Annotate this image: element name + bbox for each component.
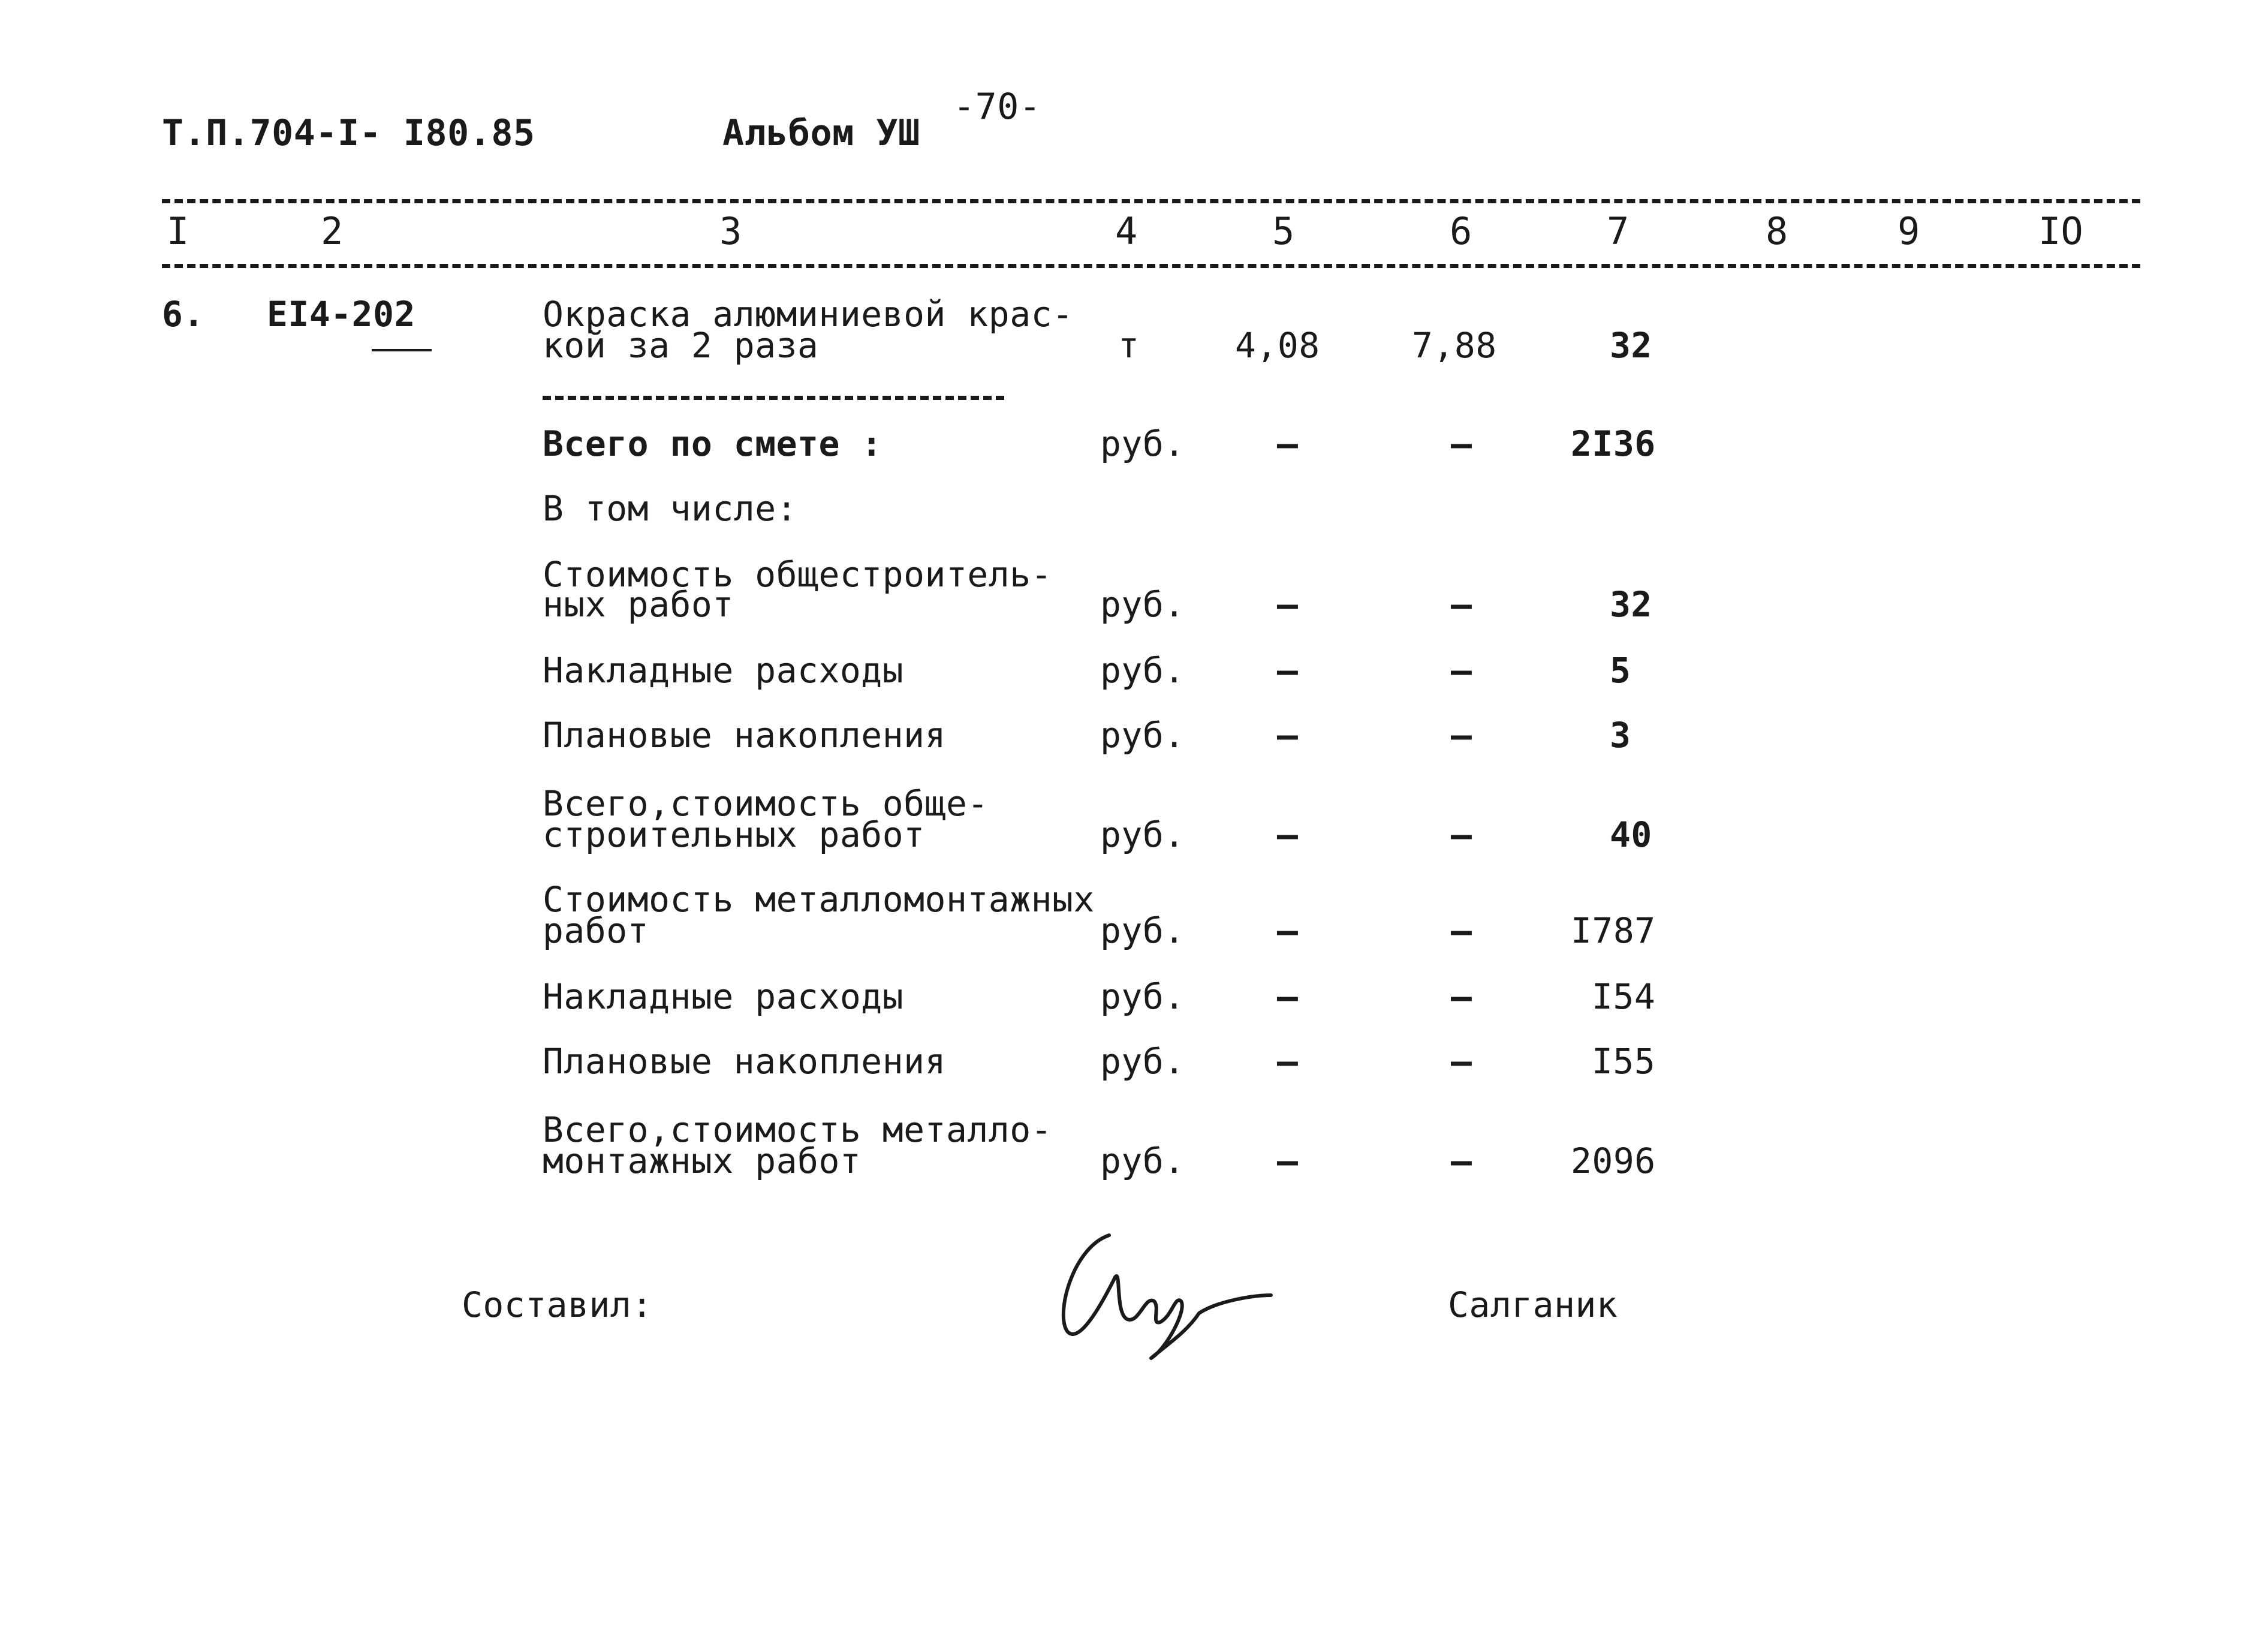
col-header-4: 4: [1115, 209, 1138, 253]
row-col6: –: [1451, 715, 1472, 756]
col-header-2: 2: [321, 209, 344, 253]
row-col7: I787: [1571, 910, 1656, 951]
col-header-10: IO: [2038, 209, 2083, 253]
col-header-7: 7: [1607, 209, 1630, 253]
row-col5: –: [1277, 423, 1299, 464]
row-label: Плановые накопления: [543, 1041, 946, 1082]
item-col7: 32: [1610, 325, 1652, 366]
row-unit: руб.: [1100, 423, 1185, 464]
item-code: EI4-202: [267, 294, 415, 335]
row-col6: –: [1451, 814, 1472, 855]
row-col7: 2096: [1571, 1141, 1656, 1181]
header-bottom-rule: [162, 264, 2140, 268]
item-desc-line1: Окраска алюминиевой крас-: [543, 294, 1074, 335]
item-separator: [543, 396, 1004, 400]
signature: [1037, 1211, 1277, 1367]
row-label: В том числе:: [543, 488, 798, 529]
row-col7: 2I36: [1571, 423, 1656, 464]
col-header-8: 8: [1766, 209, 1788, 253]
row-col5: –: [1277, 715, 1299, 756]
row-label-line2: работ: [543, 910, 649, 951]
row-col7: 5: [1610, 650, 1631, 691]
row-col6: –: [1451, 584, 1472, 625]
row-label-line2: ных работ: [543, 584, 734, 625]
row-col7: I54: [1592, 976, 1656, 1017]
row-col6: –: [1451, 976, 1472, 1017]
row-label-line2: строительных работ: [543, 814, 925, 855]
row-col6: –: [1451, 423, 1472, 464]
row-col6: –: [1451, 910, 1472, 951]
row-col6: –: [1451, 650, 1472, 691]
col-header-6: 6: [1450, 209, 1472, 253]
row-unit: руб.: [1100, 584, 1185, 625]
row-col7: I55: [1592, 1041, 1656, 1082]
row-col5: –: [1277, 814, 1299, 855]
document-code: Т.П.704-I- I80.85: [162, 112, 535, 154]
row-col6: –: [1451, 1041, 1472, 1082]
header-top-rule: [162, 199, 2140, 203]
page-number: -70-: [953, 86, 1041, 128]
row-col5: –: [1277, 910, 1299, 951]
item-unit: т: [1118, 325, 1140, 366]
row-label: Накладные расходы: [543, 976, 904, 1017]
row-label-line1: Стоимость общестроитель-: [543, 554, 1053, 595]
row-unit: руб.: [1100, 1041, 1185, 1082]
row-col7: 3: [1610, 715, 1631, 756]
item-desc-line2: кой за 2 раза: [543, 325, 819, 366]
row-unit: руб.: [1100, 814, 1185, 855]
row-col5: –: [1277, 650, 1299, 691]
row-unit: руб.: [1100, 910, 1185, 951]
item-col5: 4,08: [1235, 325, 1320, 366]
row-col7: 32: [1610, 584, 1652, 625]
row-col5: –: [1277, 1141, 1299, 1181]
row-label-line1: Стоимость металломонтажных: [543, 879, 1095, 920]
row-col5: –: [1277, 1041, 1299, 1082]
col-header-3: 3: [719, 209, 742, 253]
item-number: 6.: [162, 294, 204, 335]
row-unit: руб.: [1100, 976, 1185, 1017]
code-underline: [372, 349, 432, 351]
row-unit: руб.: [1100, 715, 1185, 756]
row-label-line1: Всего,стоимость металло-: [543, 1109, 1053, 1150]
item-col6: 7,88: [1412, 325, 1497, 366]
row-label-line1: Всего,стоимость обще-: [543, 783, 989, 824]
row-label: Плановые накопления: [543, 715, 946, 756]
col-header-9: 9: [1897, 209, 1920, 253]
row-col5: –: [1277, 976, 1299, 1017]
compiled-by-label: Составил:: [462, 1284, 653, 1325]
row-col7: 40: [1610, 814, 1652, 855]
col-header-5: 5: [1272, 209, 1295, 253]
row-unit: руб.: [1100, 1141, 1185, 1181]
row-col5: –: [1277, 584, 1299, 625]
col-header-1: I: [167, 209, 189, 253]
row-label: Всего по смете :: [543, 423, 882, 464]
row-label-line2: монтажных работ: [543, 1141, 862, 1181]
row-unit: руб.: [1100, 650, 1185, 691]
compiler-name: Салганик: [1448, 1284, 1618, 1325]
row-label: Накладные расходы: [543, 650, 904, 691]
album-title: Альбом УШ: [722, 112, 920, 154]
row-col6: –: [1451, 1141, 1472, 1181]
